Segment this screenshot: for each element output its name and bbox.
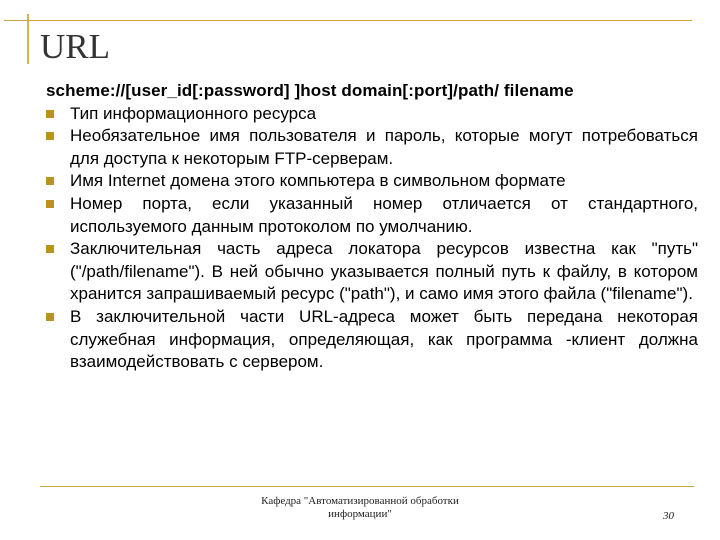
bullet-text: Заключительная часть адреса локатора ресурсов известна как "путь" ("/path/filename"). В ней обычно указывается полный путь к файлу, в котором хранится запрашиваемый ресурс ("path"), и само имя этого файла ("filename").: [70, 239, 698, 304]
bullet-item: [46, 306, 698, 374]
bullet-square-icon: [46, 177, 54, 185]
url-syntax-line: scheme://[user_id[:password] ]host domain[:port]/path/ filename: [46, 81, 574, 100]
slide-title: URL: [40, 27, 110, 66]
title-accent-vertical-line: [27, 14, 29, 64]
bullet-square-icon: [46, 245, 54, 253]
bullet-item: [46, 125, 698, 170]
page-number: 30: [663, 510, 674, 522]
bullet-text: В заключительной части URL-адреса может быть передана некоторая служебная информация, определяющая, как программа -клиент должна взаимодействовать с сервером.: [70, 306, 698, 372]
bullet-item: [46, 170, 698, 193]
bullet-square-icon: [46, 200, 54, 208]
footer-department: Кафедра "Автоматизированной обработки информации": [261, 495, 459, 520]
bullet-square-icon: [46, 313, 54, 321]
bullet-text: Тип информационного ресурса: [70, 103, 317, 123]
bullet-item: [46, 193, 698, 238]
footer-divider: [40, 486, 694, 487]
bullet-text: Необязательное имя пользователя и пароль, которые могут потребоваться для доступа к некоторым FTP-серверам.: [70, 126, 698, 168]
bullet-text: Номер порта, если указанный номер отличается от стандартного, используемого данным протоколом по умолчанию.: [70, 193, 698, 236]
title-accent-horizontal-line: [4, 20, 692, 21]
bullet-item: [46, 238, 698, 306]
bullet-square-icon: [46, 110, 54, 118]
bullet-square-icon: [46, 132, 54, 140]
slide-content: [46, 80, 698, 374]
bullet-item: [46, 103, 698, 126]
bullet-text: Имя Internet домена этого компьютера в символьном формате: [70, 171, 566, 191]
